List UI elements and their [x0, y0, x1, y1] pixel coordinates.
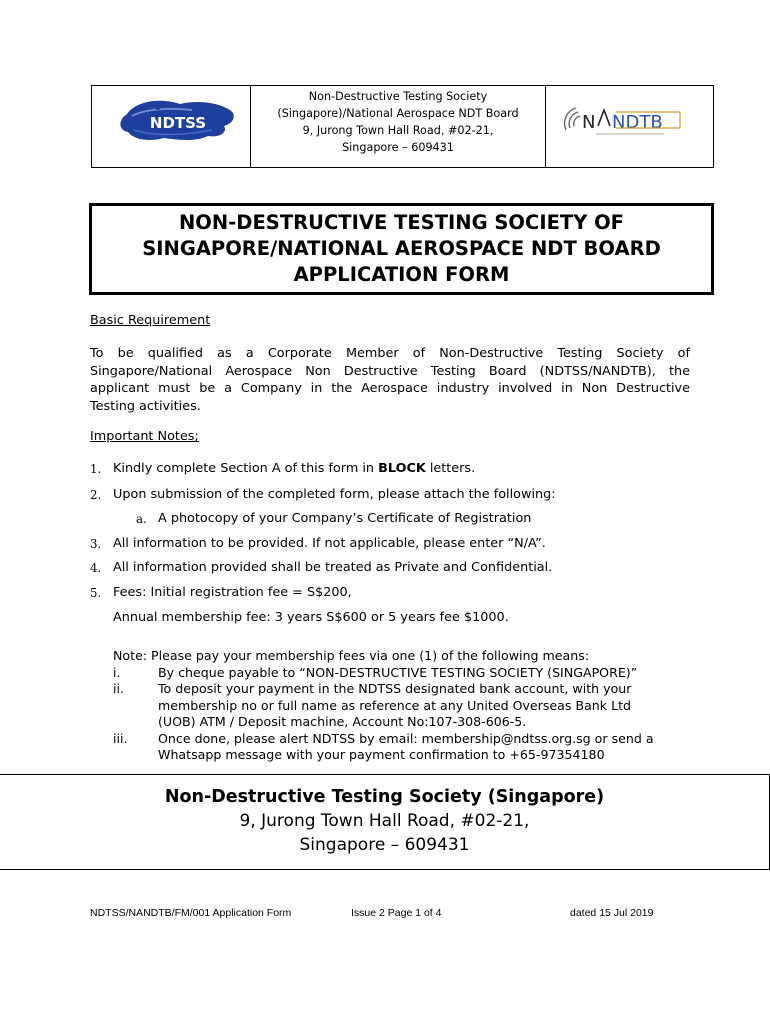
- footer-form-id: NDTSS/NANDTB/FM/001 Application Form: [90, 907, 292, 919]
- payment-row-4-num: [113, 714, 158, 731]
- footer-address-box: [0, 774, 770, 870]
- basic-requirement-paragraph: [90, 345, 690, 415]
- footer-org-name: Non-Destructive Testing Society (Singapore): [164, 787, 605, 807]
- footer-address-line-2: Singapore – 609431: [299, 835, 470, 855]
- basic-requirement-heading: Basic Requirement: [90, 313, 211, 328]
- important-notes-heading: Important Notes;: [90, 429, 199, 444]
- payment-row-6-text: Whatsapp message with your payment confirmation to +65-97354180: [158, 747, 605, 762]
- svg-text:NDTSS: NDTSS: [149, 114, 207, 132]
- note-item-1-text: Kindly complete Section A of this form in: [113, 461, 379, 476]
- footer-address-line-1: 9, Jurong Town Hall Road, #02-21,: [239, 811, 530, 831]
- payment-row-2-num: ii.: [113, 681, 125, 696]
- note-item-2: Upon submission of the completed form, please attach the following:: [113, 487, 556, 502]
- note-item-3: All information to be provided. If not applicable, please enter “N/A”.: [113, 536, 546, 551]
- payment-row-2-text: To deposit your payment in the NDTSS designated bank account, with your: [158, 681, 632, 696]
- requirement-line-4: Testing activities.: [90, 398, 201, 414]
- title-line-2: SINGAPORE/NATIONAL AEROSPACE NDT BOARD: [142, 237, 661, 260]
- payment-row-4: [113, 714, 654, 731]
- payment-row-6: [113, 747, 654, 764]
- note-number-1: 1.: [90, 462, 102, 476]
- note-number-5: 5.: [90, 586, 102, 600]
- payment-row-1: [113, 665, 654, 682]
- note-item-5: Fees: Initial registration fee = S$200,: [113, 585, 352, 600]
- requirement-line-3: applicant must be a Company in the Aerospace industry involved in Non Destructive: [90, 381, 690, 396]
- requirement-line-1: To be qualified as a Corporate Member of Non-Destructive Testing Society of: [90, 346, 690, 361]
- note-number-2: 2.: [90, 488, 102, 502]
- svg-text:N: N: [582, 112, 596, 133]
- payment-row-2: [113, 681, 654, 698]
- payment-row-1-text: By cheque payable to “NON-DESTRUCTIVE TESTING SOCIETY (SINGAPORE)”: [158, 664, 638, 680]
- address-line-3: 9, Jurong Town Hall Road, #02-21,: [302, 124, 494, 137]
- title-line-3: APPLICATION FORM: [293, 263, 510, 286]
- payment-row-3-text: membership no or full name as reference at any United Overseas Bank Ltd: [158, 697, 632, 713]
- note-item-1: [113, 461, 475, 476]
- payment-row-3: [113, 698, 654, 715]
- payment-row-3-num: [113, 698, 158, 715]
- payment-row-5-text: Once done, please alert NDTSS by email: membership@ndtss.org.sg or send a: [158, 730, 654, 746]
- payment-row-1-num: i.: [113, 664, 121, 680]
- ndtss-map-logo-icon: [92, 86, 249, 167]
- form-title-box: [89, 203, 714, 295]
- payment-row-5: [113, 731, 654, 748]
- note-item-2a: A photocopy of your Company’s Certificate of Registration: [158, 511, 532, 526]
- note-item-1-tail: letters.: [425, 461, 476, 476]
- requirement-line-2: Singapore/National Aerospace Non Destructive Testing Board (NDTSS/NANDTB), the: [90, 363, 690, 379]
- note-item-4: All information provided shall be treated as Private and Confidential.: [113, 560, 553, 575]
- payment-row-4-text: (UOB) ATM / Deposit machine, Account No:107-308-606-5.: [158, 714, 527, 729]
- ndtss-logo: [92, 86, 251, 167]
- letterhead-table: [91, 85, 714, 168]
- note-number-3: 3.: [90, 537, 102, 551]
- nandtb-logo-icon: [546, 86, 712, 167]
- address-line-1: Non-Destructive Testing Society: [308, 90, 488, 103]
- address-line-4: Singapore – 609431: [342, 141, 454, 154]
- note-letter-a: a.: [136, 512, 147, 526]
- note-number-4: 4.: [90, 561, 102, 575]
- payment-row-6-num: [113, 747, 158, 764]
- annual-fee-line: Annual membership fee: 3 years S$600 or 5 years fee $1000.: [113, 610, 509, 625]
- footer-date: dated 15 Jul 2019: [570, 907, 654, 919]
- payment-note: [113, 648, 654, 764]
- note-item-1-bold: BLOCK: [378, 461, 426, 476]
- address-line-2: (Singapore)/National Aerospace NDT Board: [277, 107, 519, 120]
- svg-text:NDTB: NDTB: [612, 112, 663, 133]
- payment-note-intro: Note: Please pay your membership fees via one (1) of the following means:: [113, 648, 590, 663]
- payment-row-5-num: iii.: [113, 730, 128, 746]
- footer-issue-page: Issue 2 Page 1 of 4: [351, 907, 442, 919]
- letterhead-address: [251, 86, 546, 167]
- title-line-1: NON-DESTRUCTIVE TESTING SOCIETY OF: [178, 211, 625, 234]
- nandtb-logo: [546, 86, 713, 167]
